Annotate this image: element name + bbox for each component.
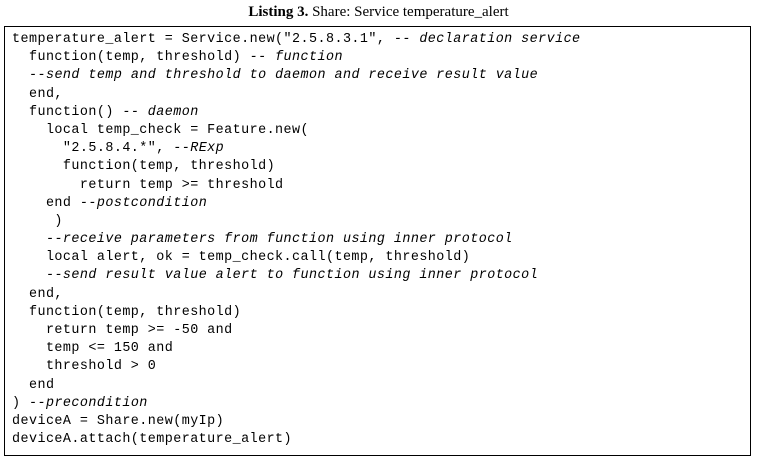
code-line — [12, 395, 581, 413]
code-text: end — [12, 377, 55, 393]
code-text: return temp >= threshold — [12, 177, 284, 193]
code-text: function(temp, threshold) — [12, 50, 250, 66]
code-line — [12, 31, 581, 49]
code-comment: --postcondition — [79, 195, 208, 211]
code-text: temp <= 150 and — [12, 341, 174, 357]
code-line — [12, 286, 581, 304]
code-line — [12, 49, 581, 67]
code-line — [12, 140, 581, 158]
listing-label: Listing 3. — [248, 4, 309, 20]
code-line — [12, 249, 581, 267]
code-text: return temp >= -50 and — [12, 323, 233, 338]
code-text: deviceA.attach(temperature_alert) — [12, 432, 293, 448]
code-line — [12, 340, 581, 358]
code-text: ) — [12, 213, 63, 229]
code-line — [12, 158, 581, 176]
code-line — [12, 413, 581, 431]
code-text: local alert, ok = temp_check.call(temp, threshold) — [12, 250, 471, 266]
code-text: temperature_alert = Service.new("2.5.8.3.1", — [12, 32, 394, 47]
code-line — [12, 177, 581, 195]
code-line — [12, 104, 581, 122]
code-text: end, — [12, 86, 63, 102]
code-comment: -- declaration service — [393, 32, 581, 47]
code-text: ) — [12, 395, 29, 411]
code-text: end — [12, 195, 80, 211]
code-text: "2.5.8.4.*", — [12, 141, 174, 157]
code-line — [12, 122, 581, 140]
code-comment: -- daemon — [122, 104, 199, 120]
code-line — [12, 304, 581, 322]
code-line — [12, 377, 581, 395]
code-line — [12, 322, 581, 340]
code-text: end, — [12, 286, 63, 302]
listing-caption — [0, 4, 757, 21]
code-line — [12, 213, 581, 231]
code-line — [12, 358, 581, 376]
code-text: deviceA = Share.new(myIp) — [12, 413, 225, 429]
code-comment: --precondition — [28, 395, 148, 411]
code-line — [12, 267, 581, 285]
code-comment: --send result value alert to function using inner protocol — [45, 268, 539, 284]
code-block — [12, 31, 581, 449]
listing-title: Share: Service temperature_alert — [312, 4, 509, 20]
code-comment: --receive parameters from function using inner protocol — [45, 232, 513, 248]
code-line — [12, 431, 581, 449]
code-line — [12, 195, 581, 213]
code-line — [12, 67, 581, 85]
code-comment: --RExp — [173, 141, 225, 157]
code-comment: --send temp and threshold to daemon and receive result value — [28, 68, 539, 84]
code-text — [12, 268, 46, 283]
code-text — [12, 68, 29, 83]
code-text: local temp_check = Feature.new( — [12, 122, 309, 138]
code-comment: -- function — [249, 50, 343, 66]
code-text: threshold > 0 — [12, 359, 157, 375]
code-line — [12, 86, 581, 104]
code-text: function(temp, threshold) — [12, 304, 242, 320]
code-text: function() — [12, 104, 123, 120]
code-line — [12, 231, 581, 249]
code-text — [12, 232, 46, 247]
code-text: function(temp, threshold) — [12, 159, 276, 175]
code-listing — [4, 26, 751, 456]
